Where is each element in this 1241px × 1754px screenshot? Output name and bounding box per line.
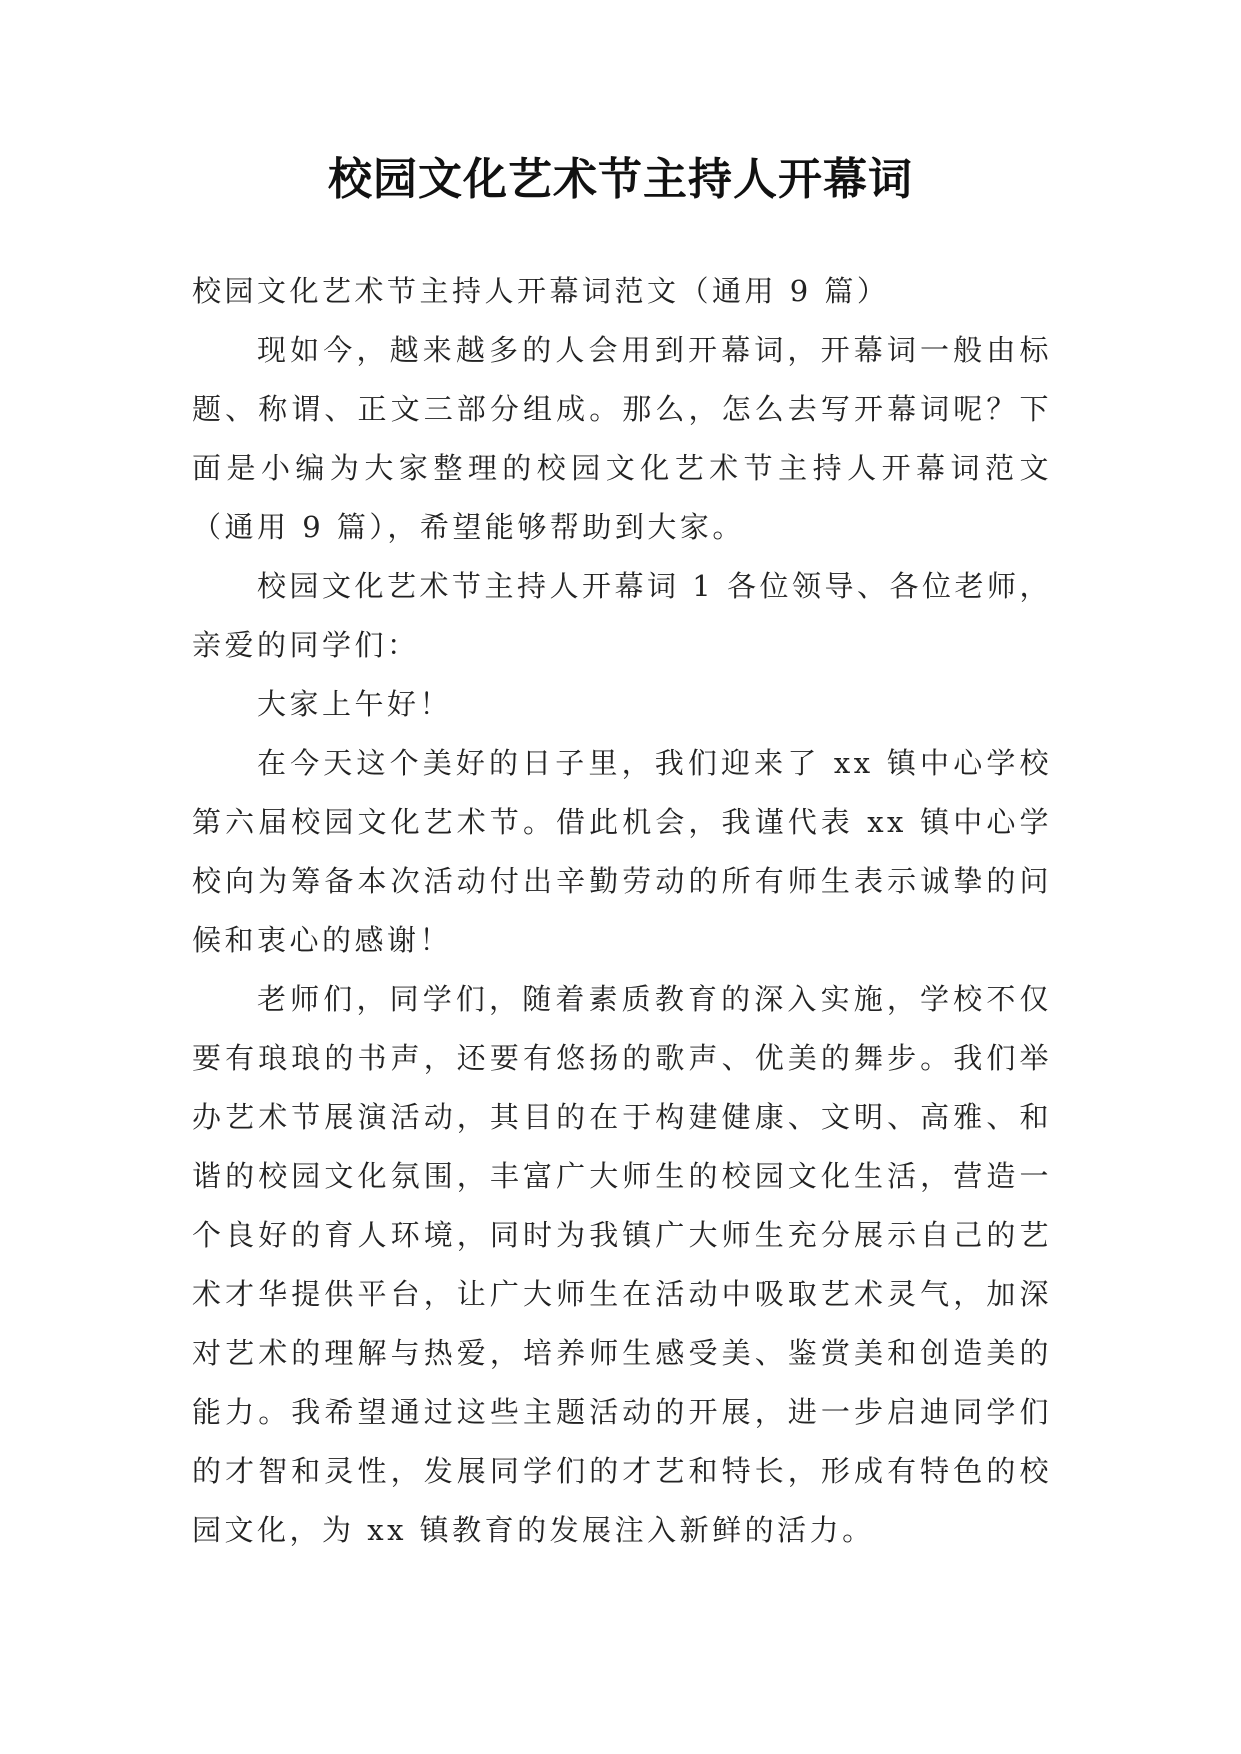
paragraph-welcome: 在今天这个美好的日子里，我们迎来了 xx 镇中心学校第六届校园文化艺术节。借此机会，我谨代表 xx 镇中心学校向为筹备本次活动付出辛勤劳动的所有师生表示诚挚的问候和衷心的感谢！ [192,746,1052,957]
document-title: 校园文化艺术节主持人开幕词 [328,154,913,205]
document-body [192,262,1052,1560]
paragraph-intro: 现如今，越来越多的人会用到开幕词，开幕词一般由标题、称谓、正文三部分组成。那么，怎么去写开幕词呢？下面是小编为大家整理的校园文化艺术节主持人开幕词范文（通用 9 篇），希望能够帮助到大家。 [192,333,1052,544]
paragraph-salutation: 校园文化艺术节主持人开幕词 1 各位领导、各位老师，亲爱的同学们： [192,569,1052,662]
paragraph-purpose: 老师们，同学们，随着素质教育的深入实施，学校不仅要有琅琅的书声，还要有悠扬的歌声、优美的舞步。我们举办艺术节展演活动，其目的在于构建健康、文明、高雅、和谐的校园文化氛围，丰富广大师生的校园文化生活，营造一个良好的育人环境，同时为我镇广大师生充分展示自己的艺术才华提供平台，让广大师生在活动中吸取艺术灵气，加深对艺术的理解与热爱，培养师生感受美、鉴赏美和创造美的能力。我希望通过这些主题活动的开展，进一步启迪同学们的才智和灵性，发展同学们的才艺和特长，形成有特色的校园文化，为 xx 镇教育的发展注入新鲜的活力。 [192,982,1052,1547]
document-subtitle: 校园文化艺术节主持人开幕词范文（通用 9 篇） [192,274,890,308]
paragraph-greeting: 大家上午好！ [257,687,453,721]
